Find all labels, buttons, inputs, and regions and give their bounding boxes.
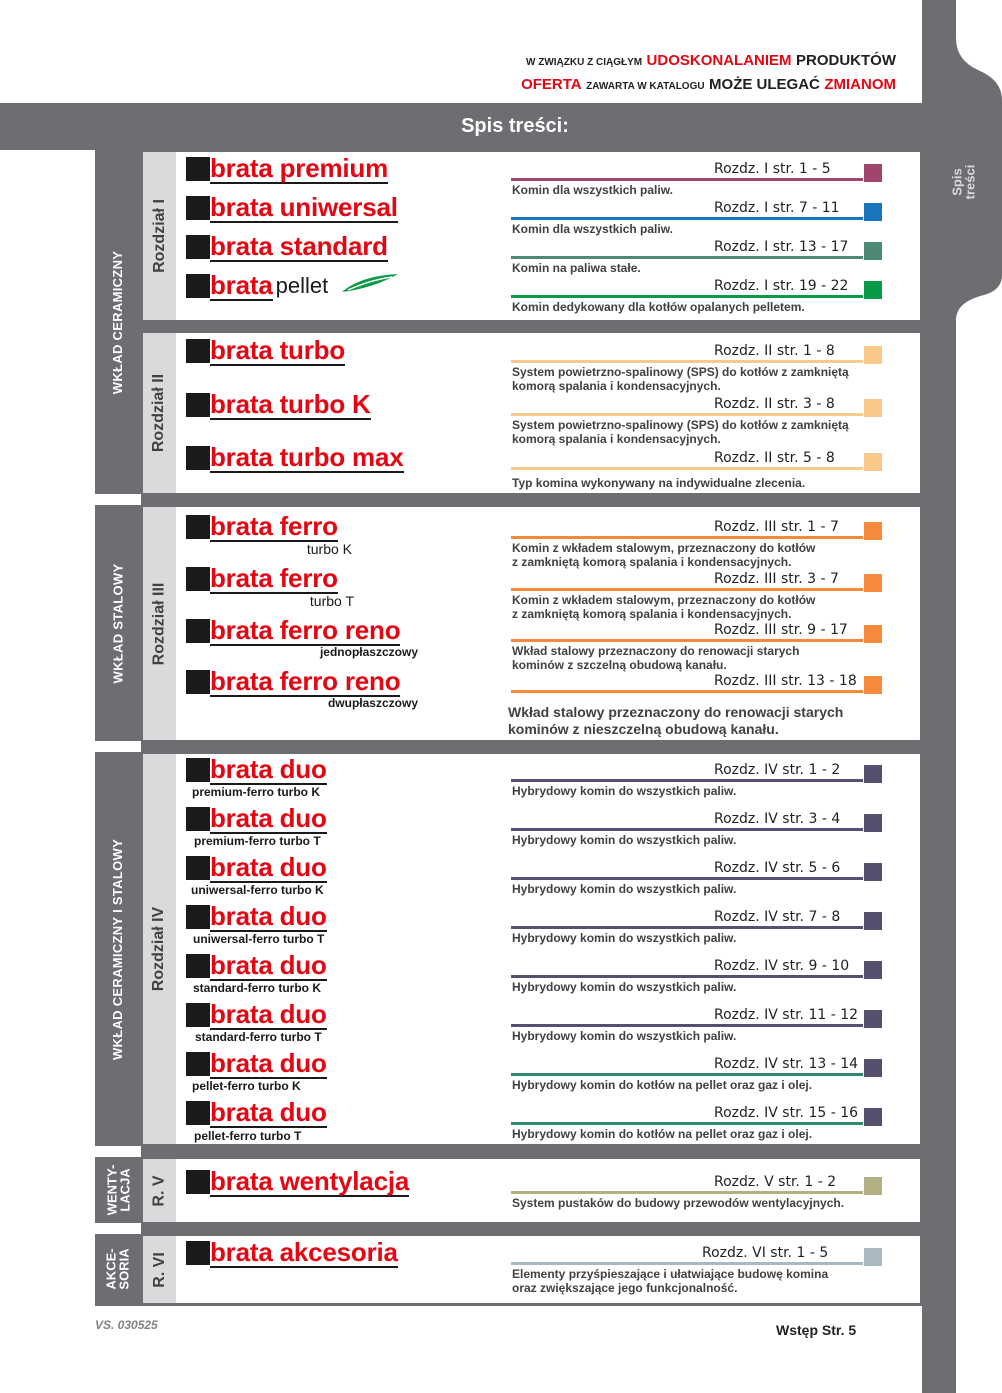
- ref-premium[interactable]: Rozdz. I str. 1 - 5: [714, 161, 831, 177]
- page-title: Spis treści:: [461, 115, 569, 137]
- version-label: VS. 030525: [95, 1318, 158, 1332]
- color-marker: [864, 242, 882, 260]
- color-marker: [864, 1010, 882, 1028]
- desc-duo: Hybrydowy komin do wszystkich paliw.: [512, 882, 737, 896]
- chapter-1-label: Rozdział I: [150, 199, 168, 273]
- ref-turbo-max[interactable]: Rozdz. II str. 5 - 8: [714, 450, 835, 466]
- color-marker: [864, 912, 882, 930]
- chapter-4-label: Rozdział IV: [150, 906, 168, 992]
- logo-brata-akcesoria[interactable]: brata akcesoria: [186, 1238, 398, 1268]
- logo-brata-pellet[interactable]: brata pellet: [186, 271, 328, 301]
- ref-ferro-k[interactable]: Rozdz. III str. 1 - 7: [714, 519, 839, 535]
- color-marker: [864, 1108, 882, 1126]
- side-tab-label[interactable]: Spis treści: [948, 164, 977, 200]
- sub-duo: pellet-ferro turbo T: [194, 1129, 302, 1143]
- desc-duo: Hybrydowy komin do wszystkich paliw.: [512, 980, 737, 994]
- color-marker: [864, 676, 882, 694]
- color-marker: [864, 574, 882, 592]
- ref-pellet[interactable]: Rozdz. I str. 19 - 22: [714, 278, 849, 294]
- desc-duo: Hybrydowy komin do kotłów na pellet oraz gaz i olej.: [512, 1127, 813, 1141]
- logo-brata-ferro-reno-1[interactable]: brata ferro reno: [186, 616, 400, 646]
- ref-ferro-reno-1[interactable]: Rozdz. III str. 9 - 17: [714, 622, 848, 638]
- sub-ferro-reno-1: jednopłaszczowy: [319, 645, 418, 659]
- ref-duo[interactable]: Rozdz. IV str. 7 - 8: [714, 909, 841, 925]
- sub-duo: standard-ferro turbo T: [195, 1030, 322, 1044]
- logo-brata-duo[interactable]: brata duo: [186, 755, 327, 785]
- group-ceramic: WKŁAD CERAMICZNY: [110, 250, 126, 394]
- sub-duo: premium-ferro turbo T: [194, 834, 321, 848]
- logo-brata-premium[interactable]: brata premium: [186, 154, 388, 184]
- desc-duo: Hybrydowy komin do kotłów na pellet oraz gaz i olej.: [512, 1078, 813, 1092]
- chapter-6-label: R. VI: [150, 1251, 168, 1288]
- sub-ferro-turbo-t: turbo T: [309, 593, 354, 609]
- group-separator: [95, 1146, 141, 1157]
- desc-turbo-k: System powietrzno-spalinowy (SPS) do kotłów z zamkniętą komorą spalania i kondensacyjnych.: [512, 418, 849, 446]
- color-marker: [864, 346, 882, 364]
- group-separator: [95, 741, 141, 752]
- desc-ferro-reno-2: Wkład stalowy przeznaczony do renowacji starych kominów z nieszczelną obudową kanału.: [508, 704, 844, 737]
- ref-wentylacja[interactable]: Rozdz. V str. 1 - 2: [714, 1174, 837, 1190]
- color-marker: [864, 961, 882, 979]
- logo-brata-ferro-turbo-t[interactable]: brata ferro: [186, 564, 338, 594]
- group-steel: WKŁAD STALOWY: [110, 563, 126, 683]
- logo-brata-duo[interactable]: brata duo: [186, 1000, 327, 1030]
- logo-brata-turbo-k[interactable]: brata turbo K: [186, 390, 371, 420]
- ref-ferro-reno-2[interactable]: Rozdz. III str. 13 - 18: [714, 673, 857, 689]
- ref-akcesoria[interactable]: Rozdz. VI str. 1 - 5: [702, 1245, 829, 1261]
- side-tab-shape: [922, 0, 1002, 1393]
- desc-duo: Hybrydowy komin do wszystkich paliw.: [512, 784, 737, 798]
- color-marker: [864, 625, 882, 643]
- ref-duo[interactable]: Rozdz. IV str. 9 - 10: [714, 958, 850, 974]
- ref-ferro-t[interactable]: Rozdz. III str. 3 - 7: [714, 571, 839, 587]
- color-marker: [864, 399, 882, 417]
- chapter-2-label: Rozdział II: [150, 373, 168, 453]
- logo-brata-duo[interactable]: brata duo: [186, 902, 327, 932]
- logo-brata-duo[interactable]: brata duo: [186, 1098, 327, 1128]
- color-marker: [864, 1248, 882, 1266]
- logo-brata-duo[interactable]: brata duo: [186, 804, 327, 834]
- chapter-3-label: Rozdział III: [150, 582, 168, 665]
- logo-brata-standard[interactable]: brata standard: [186, 232, 388, 262]
- color-marker: [864, 765, 882, 783]
- logo-brata-turbo-max[interactable]: brata turbo max: [186, 443, 404, 473]
- ref-duo[interactable]: Rozdz. IV str. 15 - 16: [714, 1105, 859, 1121]
- color-marker: [864, 203, 882, 221]
- logo-brata-wentylacja[interactable]: brata wentylacja: [186, 1167, 409, 1197]
- group-acc: AKCE- SORIA: [103, 1248, 132, 1290]
- chapter-5-label: R. V: [150, 1174, 168, 1207]
- pellet-leaf-icon: [340, 272, 400, 296]
- color-marker: [864, 281, 882, 299]
- sub-ferro-turbo-k: turbo K: [306, 541, 352, 557]
- ref-uniwersal[interactable]: Rozdz. I str. 7 - 11: [714, 200, 840, 216]
- color-marker: [864, 1177, 882, 1195]
- group-separator: [95, 1223, 141, 1234]
- logo-brata-ferro-reno-2[interactable]: brata ferro reno: [186, 667, 400, 697]
- ref-duo[interactable]: Rozdz. IV str. 3 - 4: [714, 811, 841, 827]
- color-marker: [864, 522, 882, 540]
- ref-duo[interactable]: Rozdz. IV str. 13 - 14: [714, 1056, 859, 1072]
- notice-line-2: OFERTA ZAWARTA W KATALOGU MOŻE ULEGAĆ ZMIANOM: [521, 76, 896, 93]
- desc-duo: Hybrydowy komin do wszystkich paliw.: [512, 833, 737, 847]
- desc-akcesoria: Elementy przyśpieszające i ułatwiające budowę komina oraz zwiększające jego funkcjonalność.: [512, 1267, 829, 1295]
- ref-standard[interactable]: Rozdz. I str. 13 - 17: [714, 239, 849, 255]
- page-number: Wstęp Str. 5: [776, 1322, 857, 1338]
- sub-duo: uniwersal-ferro turbo K: [191, 883, 324, 897]
- color-marker: [864, 814, 882, 832]
- group-hybrid: WKŁAD CERAMICZNY I STALOWY: [110, 838, 126, 1060]
- ref-duo[interactable]: Rozdz. IV str. 11 - 12: [714, 1007, 859, 1023]
- group-vent: WENTY- LACJA: [104, 1164, 132, 1216]
- desc-turbo: System powietrzno-spalinowy (SPS) do kotłów z zamkniętą komorą spalania i kondensacyjnych.: [512, 365, 849, 393]
- desc-wentylacja: System pustaków do budowy przewodów wentylacyjnych.: [512, 1196, 845, 1210]
- desc-standard: Komin na paliwa stałe.: [512, 261, 641, 275]
- group-separator: [95, 494, 141, 505]
- color-marker: [864, 453, 882, 471]
- logo-brata-duo[interactable]: brata duo: [186, 853, 327, 883]
- sub-duo: uniwersal-ferro turbo T: [193, 932, 325, 946]
- desc-premium: Komin dla wszystkich paliw.: [512, 183, 673, 197]
- ref-turbo-k[interactable]: Rozdz. II str. 3 - 8: [714, 396, 835, 412]
- desc-uniwersal: Komin dla wszystkich paliw.: [512, 222, 673, 236]
- desc-duo: Hybrydowy komin do wszystkich paliw.: [512, 931, 737, 945]
- logo-brata-ferro-turbo-k[interactable]: brata ferro: [186, 512, 338, 542]
- desc-pellet: Komin dedykowany dla kotłów opalanych pelletem.: [512, 300, 805, 314]
- sub-duo: standard-ferro turbo K: [193, 981, 322, 995]
- color-marker: [864, 164, 882, 182]
- desc-duo: Hybrydowy komin do wszystkich paliw.: [512, 1029, 737, 1043]
- logo-brata-uniwersal[interactable]: brata uniwersal: [186, 193, 398, 223]
- logo-brata-duo[interactable]: brata duo: [186, 1049, 327, 1079]
- sub-duo: pellet-ferro turbo K: [192, 1079, 301, 1093]
- notice-line-1: W ZWIĄZKU Z CIĄGŁYM UDOSKONALANIEM PRODUKTÓW: [526, 52, 896, 69]
- color-marker: [864, 863, 882, 881]
- desc-ferro-k: Komin z wkładem stalowym, przeznaczony do kotłów z zamkniętą komorą spalania i kondensacyjnych.: [512, 541, 816, 569]
- ref-turbo[interactable]: Rozdz. II str. 1 - 8: [714, 343, 835, 359]
- ref-duo[interactable]: Rozdz. IV str. 5 - 6: [714, 860, 841, 876]
- desc-ferro-t: Komin z wkładem stalowym, przeznaczony do kotłów z zamkniętą komorą spalania i kondensacyjnych.: [512, 593, 816, 621]
- sub-duo: premium-ferro turbo K: [192, 785, 321, 799]
- sub-ferro-reno-2: dwupłaszczowy: [327, 696, 418, 710]
- ref-duo[interactable]: Rozdz. IV str. 1 - 2: [714, 762, 841, 778]
- logo-brata-turbo[interactable]: brata turbo: [186, 336, 345, 366]
- desc-turbo-max: Typ komina wykonywany na indywidualne zlecenia.: [512, 476, 806, 490]
- logo-brata-duo[interactable]: brata duo: [186, 951, 327, 981]
- color-marker: [864, 1059, 882, 1077]
- desc-ferro-reno-1: Wkład stalowy przeznaczony do renowacji starych kominów z szczelną obudową kanału.: [512, 644, 800, 672]
